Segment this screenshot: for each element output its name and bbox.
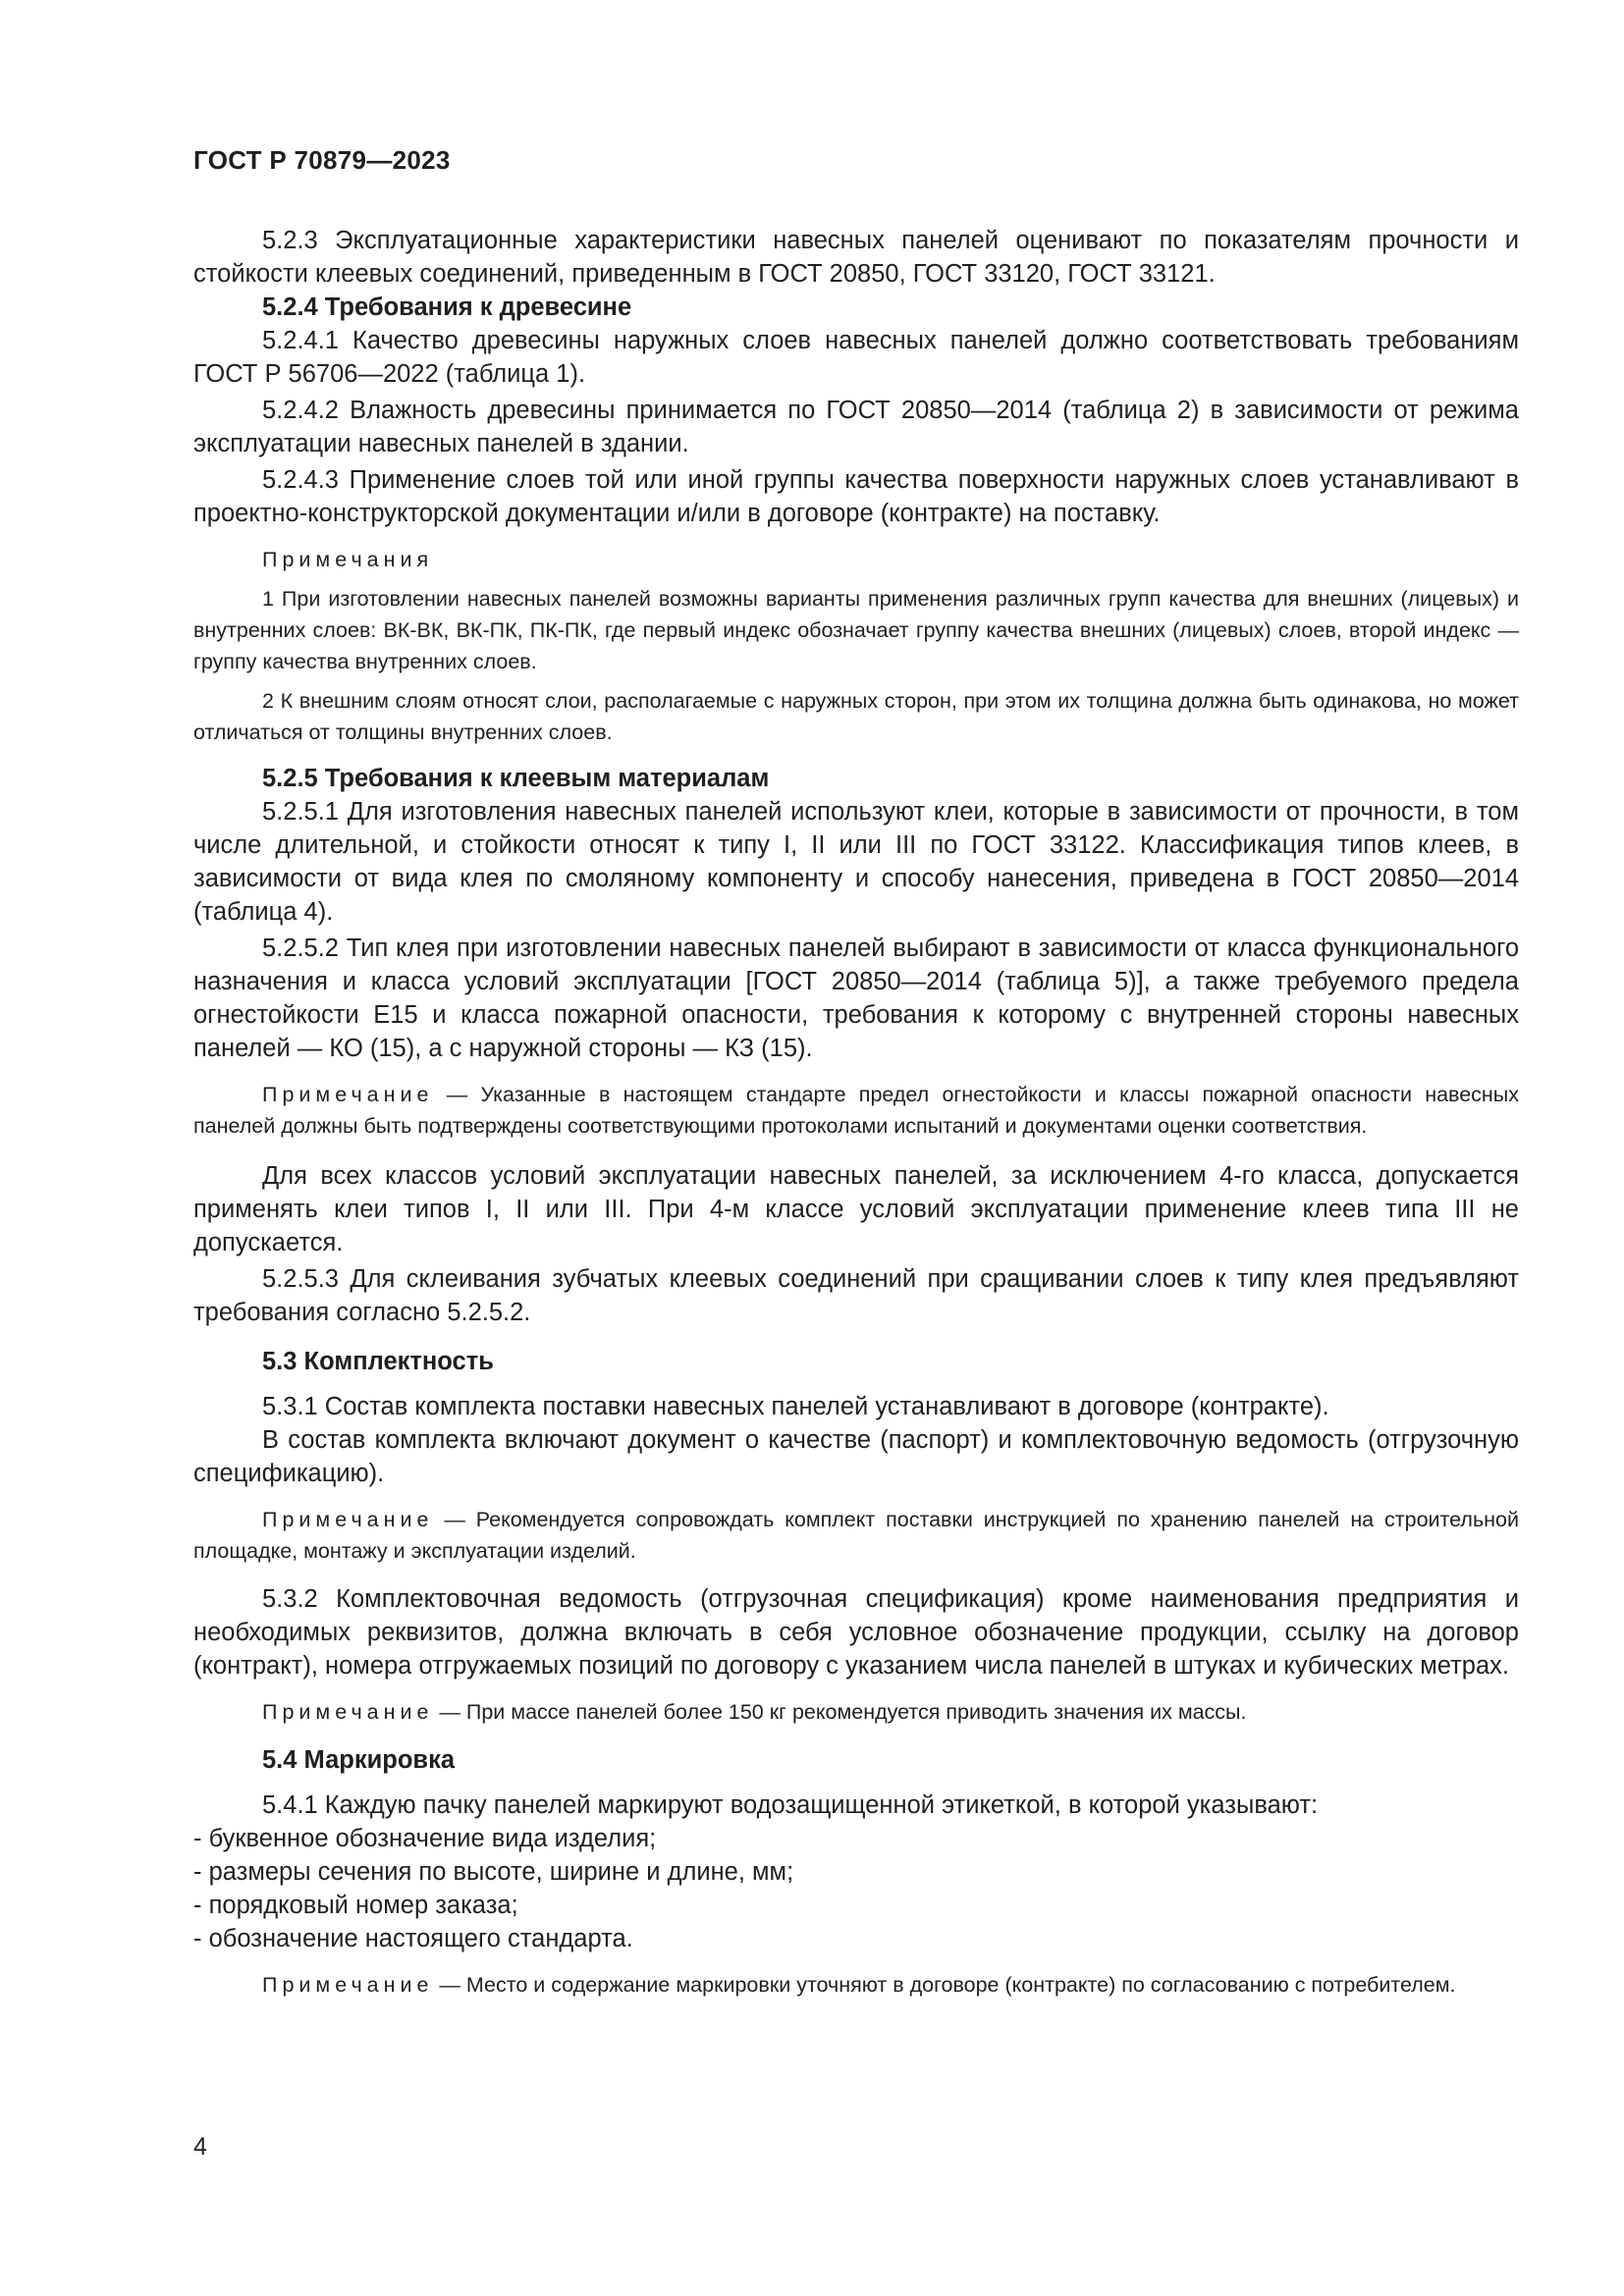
note-kit-instructions bbox=[193, 1504, 1519, 1567]
note-label: Примечание bbox=[262, 1083, 434, 1106]
paragraph-5-3-1: 5.3.1 Состав комплекта поставки навесных панелей устанавливают в договоре (контракте). bbox=[262, 1393, 1329, 1420]
note-fire-resistance bbox=[193, 1079, 1519, 1142]
note-label: Примечание bbox=[262, 1508, 434, 1531]
list-item: - обозначение настоящего стандарта. bbox=[193, 1925, 633, 1952]
paragraph-5-2-5-3: 5.2.5.3 Для склеивания зубчатых клеевых соединений при сращивании слоев к типу клея предъявляют требования согласно 5.2.5.2. bbox=[193, 1265, 1519, 1326]
page-number: 4 bbox=[193, 2133, 207, 2161]
heading-5-2-5: 5.2.5 Требования к клеевым материалам bbox=[262, 765, 770, 792]
paragraph-5-2-5-1: 5.2.5.1 Для изготовления навесных панелей используют клеи, которые в зависимости от прочности, в том числе длительной, и стойкости относят к типу I, II или III по ГОСТ 33122. Классификация типов клеев, в зависимости от вида клея по смоляному компоненту и способу нанесения, приведена в ГОСТ 20850—2014 (таблица 4). bbox=[193, 798, 1519, 926]
document-body bbox=[193, 224, 1519, 2001]
note-panel-mass bbox=[193, 1696, 1519, 1728]
list-item: - порядковый номер заказа; bbox=[193, 1892, 518, 1919]
heading-5-3: 5.3 Комплектность bbox=[262, 1348, 494, 1375]
paragraph-operating-classes: Для всех классов условий эксплуатации навесных панелей, за исключением 4-го класса, допускается применять клеи типов I, II или III. При 4-м классе условий эксплуатации применение клеев типа III не допускается. bbox=[193, 1162, 1519, 1256]
note-text: — Указанные в настоящем стандарте предел огнестойкости и классы пожарной опасности навесных панелей должны быть подтверждены соответствующими протоколами испытаний и документами оценки соответствия. bbox=[193, 1083, 1519, 1138]
heading-5-2-4: 5.2.4 Требования к древесине bbox=[262, 294, 632, 321]
paragraph-5-2-5-2: 5.2.5.2 Тип клея при изготовлении навесных панелей выбирают в зависимости от класса функционального назначения и класса условий эксплуатации [ГОСТ 20850—2014 (таблица 5)], а также требуемого предела огнестойкости Е15 и класса пожарной опасности, требования к которому с внутренней стороны навесных панелей — КО (15), а с наружной стороны — КЗ (15). bbox=[193, 934, 1519, 1062]
list-item: - размеры сечения по высоте, ширине и длине, мм; bbox=[193, 1858, 794, 1886]
paragraph-5-4-1: 5.4.1 Каждую пачку панелей маркируют водозащищенной этикеткой, в которой указывают: bbox=[262, 1791, 1319, 1819]
document-header: ГОСТ Р 70879—2023 bbox=[193, 145, 451, 175]
note-2: 2 К внешним слоям относят слои, располагаемые с наружных сторон, при этом их толщина должна быть одинакова, но может отличаться от толщины внутренних слоев. bbox=[193, 689, 1519, 744]
heading-5-4: 5.4 Маркировка bbox=[262, 1746, 456, 1774]
paragraph-5-2-4-3: 5.2.4.3 Применение слоев той или иной группы качества поверхности наружных слоев устанавливают в проектно-конструкторской документации и/или в договоре (контракте) на поставку. bbox=[193, 466, 1519, 527]
paragraph-5-3-2: 5.3.2 Комплектовочная ведомость (отгрузочная спецификация) кроме наименования предприятия и необходимых реквизитов, должна включать в себя условное обозначение продукции, ссылку на договор (контракт), номера отгружаемых позиций по договору с указанием числа панелей в штуках и кубических метрах. bbox=[193, 1585, 1519, 1680]
note-label: Примечание bbox=[262, 1973, 434, 1997]
list-item: - буквенное обозначение вида изделия; bbox=[193, 1825, 657, 1852]
paragraph-5-2-4-2: 5.2.4.2 Влажность древесины принимается по ГОСТ 20850—2014 (таблица 2) в зависимости от режима эксплуатации навесных панелей в здании. bbox=[193, 397, 1519, 457]
note-text: — Место и содержание маркировки уточняют в договоре (контракте) по согласованию с потребителем. bbox=[433, 1973, 1456, 1997]
notes-title: Примечания bbox=[262, 548, 434, 571]
note-text: — При массе панелей более 150 кг рекомендуется приводить значения их массы. bbox=[433, 1700, 1247, 1724]
note-label: Примечание bbox=[262, 1700, 434, 1724]
paragraph-5-2-4-1: 5.2.4.1 Качество древесины наружных слоев навесных панелей должно соответствовать требованиям ГОСТ Р 56706—2022 (таблица 1). bbox=[193, 327, 1519, 388]
note-text: — Рекомендуется сопровождать комплект поставки инструкцией по хранению панелей на строительной площадке, монтажу и эксплуатации изделий. bbox=[193, 1508, 1519, 1563]
paragraph-kit-contents: В состав комплекта включают документ о качестве (паспорт) и комплектовочную ведомость (отгрузочную спецификацию). bbox=[193, 1426, 1519, 1487]
note-marking bbox=[193, 1969, 1519, 2001]
note-1: 1 При изготовлении навесных панелей возможны варианты применения различных групп качества для внешних (лицевых) и внутренних слоев: ВК-ВК, ВК-ПК, ПК-ПК, где первый индекс обозначает группу качества внешних (лицевых) слоев, второй индекс — группу качества внутренних слоев. bbox=[193, 587, 1519, 673]
paragraph-5-2-3: 5.2.3 Эксплуатационные характеристики навесных панелей оценивают по показателям прочности и стойкости клеевых соединений, приведенным в ГОСТ 20850, ГОСТ 33120, ГОСТ 33121. bbox=[193, 227, 1519, 288]
